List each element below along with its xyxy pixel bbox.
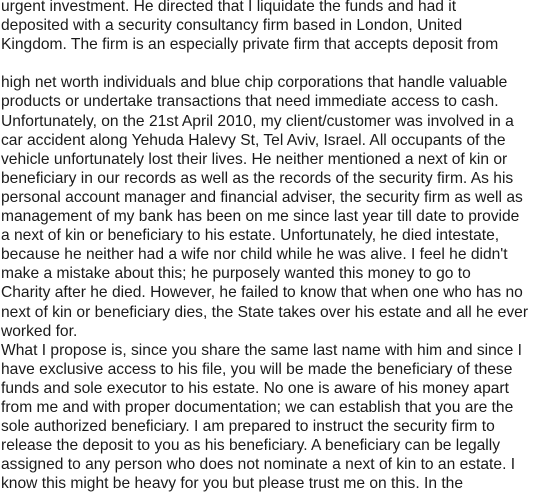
text-line: car accident along Yehuda Halevy St, Tel Aviv, Israel. All occupants of the [1,131,506,149]
paragraph-1 [1,0,546,54]
text-line: make a mistake about this; he purposely wanted this money to go to [1,265,471,283]
text-line: What I propose is, since you share the same last name with him and since I [1,341,522,359]
text-line: funds and sole executor to his estate. No one is aware of his money apart [1,379,509,397]
text-line: beneficiary in our records as well as the records of the security firm. As his [1,169,514,187]
text-line: urgent investment. He directed that I liquidate the funds and had it [1,0,457,15]
text-line: personal account manager and financial adviser, the security firm as well as [1,188,523,206]
text-line: sole authorized beneficiary. I am prepared to instruct the security firm to [1,418,495,436]
text-line: Charity after he died. However, he failed to know that when one who has no [1,284,523,302]
text-line: know this might be heavy for you but please trust me on this. In the [1,475,463,493]
text-line: Kingdom. The firm is an especially private firm that accepts deposit from [1,36,499,54]
text-line: high net worth individuals and blue chip corporations that handle valuable [1,74,508,92]
text-line: worked for. [1,322,78,340]
text-line: management of my bank has been on me since last year till date to provide [1,208,520,226]
text-line: deposited with a security consultancy firm based in London, United [1,17,463,35]
text-line: because he neither had a wife nor child while he was alive. I feel he didn't [1,246,508,264]
text-line: a next of kin or beneficiary to his estate. Unfortunately, he died intestate, [1,227,500,245]
text-line: have exclusive access to his file, you will be made the beneficiary of these [1,360,513,378]
text-line: products or undertake transactions that need immediate access to cash. [1,93,499,111]
paragraph-2 [1,73,546,340]
document-body [1,0,546,493]
paragraph-gap [1,54,546,73]
text-line: Unfortunately, on the 21st April 2010, my client/customer was involved in a [1,112,514,130]
text-line: next of kin or beneficiary dies, the State takes over his estate and all he ever [1,303,529,321]
text-line: assigned to any person who does not nominate a next of kin to an estate. I [1,456,516,474]
paragraph-3 [1,341,546,493]
text-line: vehicle unfortunately lost their lives. He neither mentioned a next of kin or [1,150,508,168]
text-line: release the deposit to you as his beneficiary. A beneficiary can be legally [1,437,501,455]
text-line: from me and with proper documentation; we can establish that you are the [1,398,514,416]
